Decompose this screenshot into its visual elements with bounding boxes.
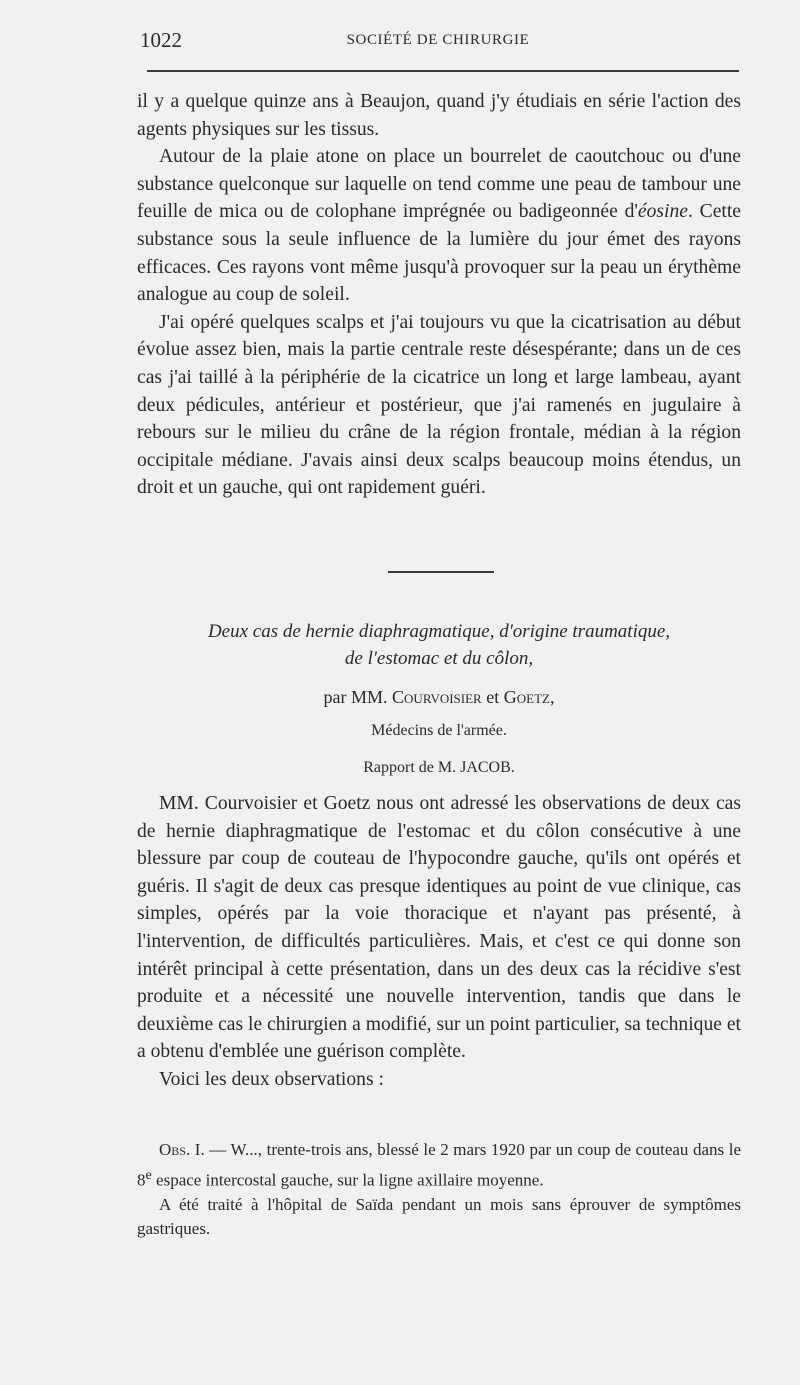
article-title-line-1: Deux cas de hernie diaphragmatique, d'origine traumatique, [207,621,671,642]
observation-text-b: espace intercostal gauche, sur la ligne axillaire moyenne. [151,1170,544,1190]
page-header [137,26,739,66]
article-title [137,618,741,672]
paragraph-2 [137,143,741,309]
report-line: Rapport de M. JACOB. [363,759,515,776]
author-2: Goetz, [503,687,555,707]
article-title-line-2: de l'estomac et du côlon, [344,648,534,669]
header-rule [147,70,739,72]
paragraph-5: Voici les deux observations : [159,1068,384,1090]
authors-prefix: par MM. [323,687,388,707]
paragraph-3: J'ai opéré quelques scalps et j'ai toujours vu que la cicatrisation au début évolue assez bien, mais la partie centrale reste désespérante; dans un de ces cas j'ai taillé à la périphérie de la cicatrice un long et large lambeau, ayant deux pédicules, antérieur et postérieur, que j'ai ramenés en jugulaire à rebours sur le milieu du crâne de la région frontale, médian à la région occipitale médiane. J'avais ainsi deux scalps beaucoup moins étendus, un droit et un gauche, qui ont rapidement guéri. [137,311,741,499]
observation-text-a: — W..., trente-trois ans, blessé le 2 mars 1920 par un coup de couteau dans le 8 [137,1140,741,1190]
paragraph-4: MM. Courvoisier et Goetz nous ont adressé les observations de deux cas de hernie diaphragmatique de l'estomac et du côlon consécutive à une blessure par coup de couteau de l'hypocondre gauche, qu'ils ont opérés et guéris. Il s'agit de deux cas presque identiques au point de vue clinique, cas simples, opérés par la voie thoracique et n'ayant pas présenté, à l'intervention, de difficultés particulières. Mais, et c'est ce qui donne son intérêt principal à cette présentation, dans un des deux cas la récidive s'est produite et a nécessité une nouvelle intervention, tandis que dans le deuxième cas le chirurgien a modifié, sur un point particulier, sa technique et a obtenu d'emblée une guérison complète. [137,793,741,1063]
author-1: Courvoisier [392,687,482,707]
article-authors [137,687,741,708]
observation-label: Obs. I. [159,1140,205,1159]
observation-superscript: e [145,1166,152,1183]
page-number: 1022 [140,28,182,52]
paragraph-1: il y a quelque quinze ans à Beaujon, quand j'y étudiais en série l'action des agents physiques sur les tissus. [137,91,741,140]
observation-block [137,1138,741,1242]
section-separator [388,571,494,573]
paragraph-2-italic: éosine [637,201,688,223]
body-section-2 [137,790,741,1094]
paragraph-2-text-a: Autour de la plaie atone on place un bourrelet de caoutchouc ou d'une substance quelconque sur laquelle on tend comme une peau de tambour une feuille de mica ou de colophane imprégnée ou badigeonnée d' [137,146,741,223]
observation-paragraph-1 [137,1138,741,1193]
body-section-1 [137,88,741,502]
observation-paragraph-2: A été traité à l'hôpital de Saïda pendant un mois sans éprouver de symptômes gastriques. [137,1194,741,1239]
running-head: SOCIÉTÉ DE CHIRURGIE [346,32,530,48]
paragraph-2-text-b: . Cette substance sous la seule influence de la lumière du jour émet des rayons efficaces. Ces rayons vont même jusqu'à provoquer sur la peau un érythème analogue au coup de soleil. [137,201,741,306]
authors-and: et [486,687,500,707]
author-affiliation: Médecins de l'armée. [371,722,507,739]
